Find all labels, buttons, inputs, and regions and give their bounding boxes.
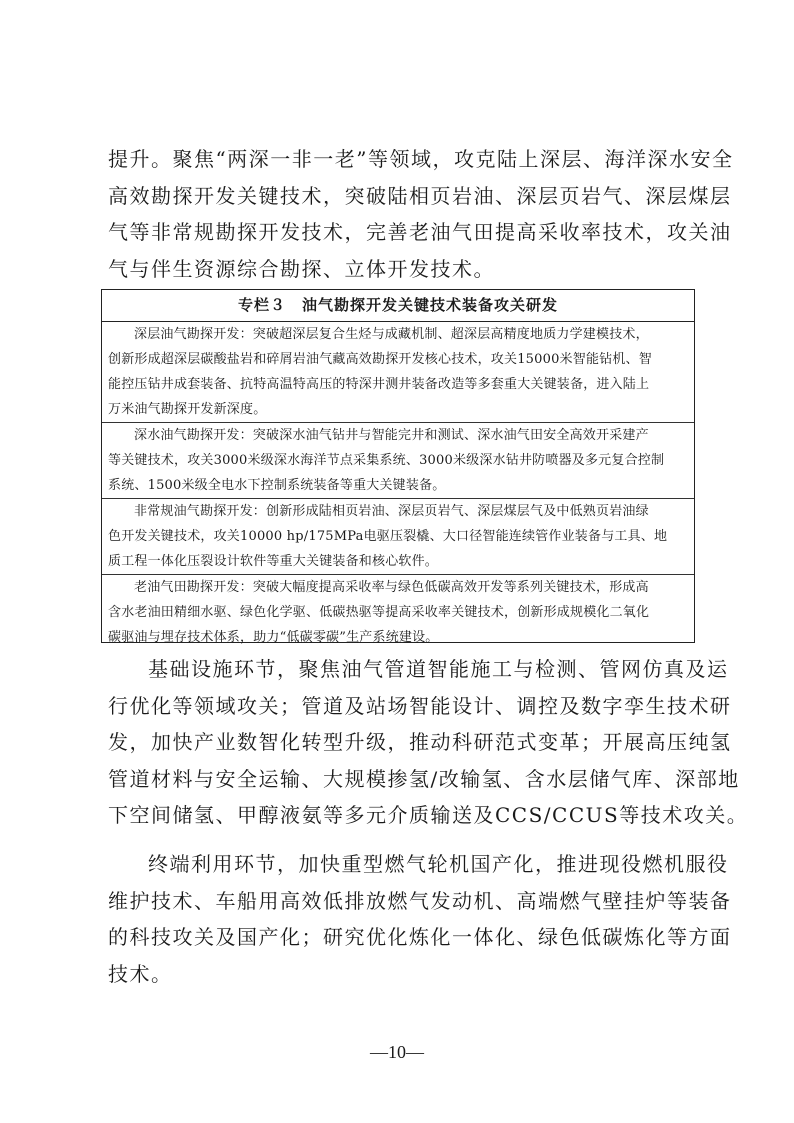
text-line: 能控压钻井成套装备、抗特高温特高压的特深井测井装备改造等多套重大关键装备，进入陆上 — [108, 377, 650, 392]
text-line: 等关键技术，攻关3000米级深水海洋节点采集系统、3000米级深水钻井防喷器及多元复合控制 — [108, 453, 665, 468]
text-line: 发，加快产业数智化转型升级，推动科研范式变革；开展高压纯氢 — [108, 730, 732, 754]
box-item-deepwater-exploration — [102, 423, 694, 499]
text-line: 色开发关键技术，攻关10000 hp/175MPa电驱压裂橇、大口径智能连续管作业装备与工具、地 — [108, 529, 668, 544]
box-title: 专栏３ 油气勘探开发关键技术装备攻关研发 — [102, 290, 694, 322]
box-item-deep-exploration — [102, 322, 694, 423]
text-line: 深层油气勘探开发：突破超深层复合生烃与成藏机制、超深层高精度地质力学建模技术， — [134, 327, 649, 342]
text-line: 提升。聚焦“两深一非一老”等领域，攻克陆上深层、海洋深水安全 — [108, 147, 734, 171]
text-line: 碳驱油与埋存技术体系，助力“低碳零碳”生产系统建设。 — [108, 630, 439, 645]
text-line: 管道材料与安全运输、大规模掺氢/改输氢、含水层储气库、深部地 — [108, 766, 740, 791]
text-line: 基础设施环节，聚焦油气管道智能施工与检测、管网仿真及运 — [148, 657, 729, 681]
text-line: 质工程一体化压裂设计软件等重大关键装备和核心软件。 — [108, 554, 439, 569]
page-number: —10— — [370, 1042, 424, 1062]
text-line: 维护技术、车船用高效低排放燃气发动机、高端燃气壁挂炉等装备 — [108, 888, 732, 913]
box-item-unconventional-exploration — [102, 499, 694, 575]
text-line: 高效勘探开发关键技术，突破陆相页岩油、深层页岩气、深层煤层 — [108, 183, 732, 208]
text-line: 行优化等领域攻关；管道及站场智能设计、调控及数字孪生技术研 — [108, 693, 732, 718]
text-line: 的科技攻关及国产化；研究优化炼化一体化、绿色低碳炼化等方面 — [108, 925, 732, 949]
paragraph-infrastructure — [108, 651, 749, 834]
text-line: 终端利用环节，加快重型燃气轮机国产化，推进现役燃机服役 — [148, 852, 729, 876]
text-line: 气等非常规勘探开发技术，完善老油气田提高采收率技术，攻关油 — [108, 220, 732, 244]
text-line: 深水油气勘探开发：突破深水油气钻井与智能完井和测试、深水油气田安全高效开采建产 — [134, 428, 649, 443]
text-line: 下空间储氢、甲醇液氨等多元介质输送及CCS/CCUS等技术攻关。 — [108, 803, 749, 827]
text-line: 创新形成超深层碳酸盐岩和碎屑岩油气藏高效勘探开发核心技术，攻关15000米智能钻机、智 — [108, 352, 652, 367]
paragraph-upstream-tech — [108, 141, 734, 287]
paragraph-end-use — [108, 846, 732, 992]
text-line: 非常规油气勘探开发：创新形成陆相页岩油、深层页岩气、深层煤层气及中低熟页岩油绿 — [134, 504, 649, 519]
text-line: 万米油气勘探开发新深度。 — [108, 402, 267, 417]
text-line: 老油气田勘探开发：突破大幅度提高采收率与绿色低碳高效开发等系列关键技术，形成高 — [134, 580, 649, 595]
text-line: 技术。 — [108, 961, 173, 986]
text-line: 含水老油田精细水驱、绿色化学驱、低碳热驱等提高采收率关键技术，创新形成规模化二氧化 — [108, 605, 650, 620]
text-line: 气与伴生资源综合勘探、立体开发技术。 — [108, 256, 495, 281]
box-item-mature-field-exploration — [102, 575, 694, 650]
feature-box — [101, 289, 695, 643]
text-line: 系统、1500米级全电水下控制系统装备等重大关键装备。 — [108, 478, 446, 493]
